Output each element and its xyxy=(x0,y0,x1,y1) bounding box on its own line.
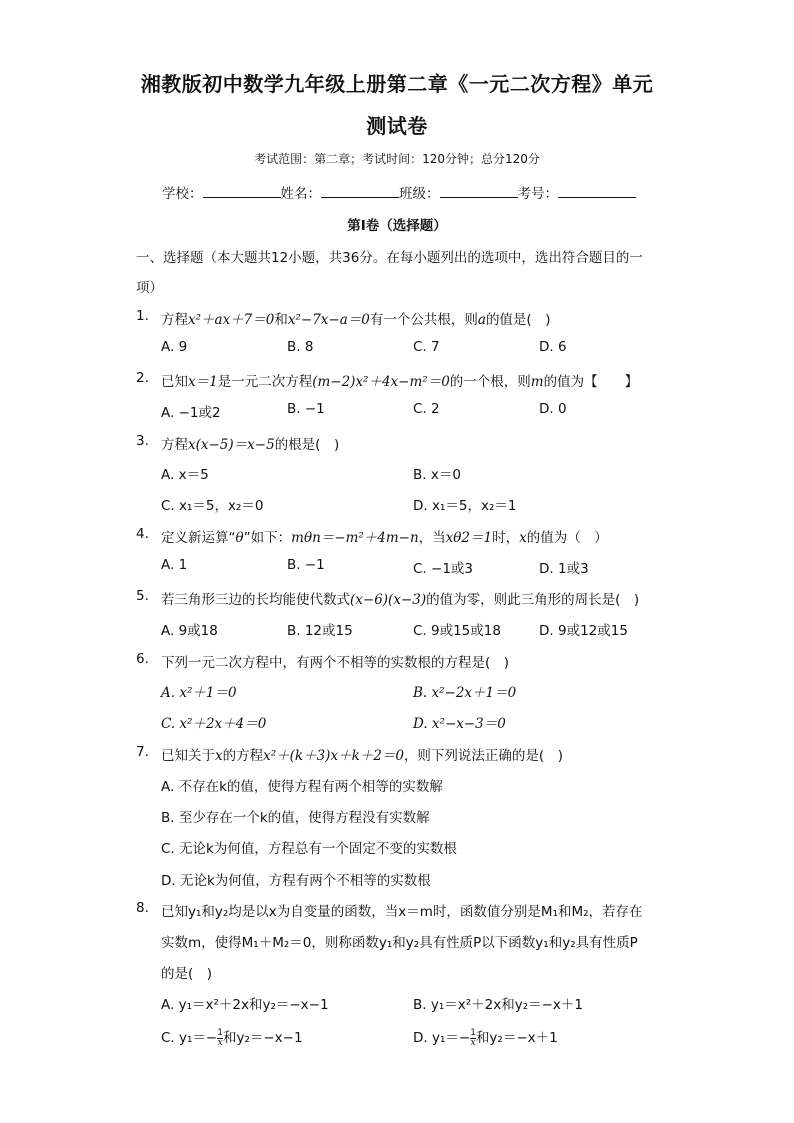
q8-option-d[interactable]: D. y₁＝− $\frac{1}{x}$ 和y₂＝−x＋1 xyxy=(413,1027,558,1048)
q6-option-b[interactable]: B. x²−2x＋1＝0 xyxy=(413,685,517,701)
q4-option-b[interactable]: B. −1 xyxy=(287,557,325,573)
q2-option-b[interactable]: B. −1 xyxy=(287,401,325,417)
q1-option-b[interactable]: B. 8 xyxy=(287,339,314,355)
q8-option-a[interactable]: A. y₁＝x²＋2x和y₂＝−x−1 xyxy=(161,997,329,1013)
exam-title-line1: 湘教版初中数学九年级上册第二章《一元二次方程》单元 xyxy=(140,72,654,96)
q3-option-a[interactable]: A. x＝5 xyxy=(161,467,209,483)
q8-option-c[interactable]: C. y₁＝− $\frac{1}{x}$ 和y₂＝−x−1 xyxy=(161,1027,303,1048)
q8-option-b[interactable]: B. y₁＝x²＋2x和y₂＝−x＋1 xyxy=(413,997,584,1013)
q5-option-d[interactable]: D. 9或12或15 xyxy=(539,623,628,639)
q6-option-a[interactable]: A. x²＋1＝0 xyxy=(161,685,237,701)
part-heading-line2: 项） xyxy=(136,280,163,296)
q2-option-d[interactable]: D. 0 xyxy=(539,401,567,417)
name-blank[interactable] xyxy=(321,185,399,198)
q2-option-a[interactable]: A. −1或2 xyxy=(161,405,221,421)
q5-option-a[interactable]: A. 9或18 xyxy=(161,623,218,639)
q1-option-c[interactable]: C. 7 xyxy=(413,339,440,355)
exam-info: 考试范围：第二章；考试时间：120分钟；总分120分 xyxy=(254,152,540,166)
class-label: 班级： xyxy=(399,186,440,202)
q1-option-a[interactable]: A. 9 xyxy=(161,339,188,355)
student-fields xyxy=(162,182,636,202)
number-label: 考号： xyxy=(517,186,558,202)
part-heading-line1: 一、选择题（本大题共12小题，共36分。在每小题列出的选项中，选出符合题目的一 xyxy=(136,250,643,266)
q4-option-d[interactable]: D. 1或3 xyxy=(539,561,589,577)
exam-title-line2: 测试卷 xyxy=(366,114,428,138)
q7-option-c[interactable]: C. 无论k为何值，方程总有一个固定不变的实数根 xyxy=(161,841,457,857)
q6-option-d[interactable]: D. x²−x−3＝0 xyxy=(413,716,506,732)
school-label: 学校： xyxy=(162,186,203,202)
fraction: $\frac{1}{x}$ xyxy=(470,1027,476,1048)
q7-option-d[interactable]: D. 无论k为何值，方程有两个不相等的实数根 xyxy=(161,873,431,889)
q3-option-c[interactable]: C. x₁＝5，x₂＝0 xyxy=(161,498,264,514)
q6-option-c[interactable]: C. x²＋2x＋4＝0 xyxy=(161,716,267,732)
q7-option-b[interactable]: B. 至少存在一个k的值，使得方程没有实数解 xyxy=(161,810,430,826)
class-blank[interactable] xyxy=(440,185,518,198)
q1-option-d[interactable]: D. 6 xyxy=(539,339,567,355)
name-label: 姓名： xyxy=(280,186,321,202)
q2-option-c[interactable]: C. 2 xyxy=(413,401,440,417)
q5-option-b[interactable]: B. 12或15 xyxy=(287,623,353,639)
q4-option-c[interactable]: C. −1或3 xyxy=(413,561,473,577)
q4-option-a[interactable]: A. 1 xyxy=(161,557,188,573)
q7-option-a[interactable]: A. 不存在k的值，使得方程有两个相等的实数解 xyxy=(161,779,443,795)
q3-option-d[interactable]: D. x₁＝5，x₂＝1 xyxy=(413,498,517,514)
q3-option-b[interactable]: B. x＝0 xyxy=(413,467,461,483)
number-blank[interactable] xyxy=(558,185,636,198)
school-blank[interactable] xyxy=(203,185,281,198)
section-heading: 第I卷（选择题） xyxy=(347,218,447,234)
fraction: $\frac{1}{x}$ xyxy=(217,1027,223,1048)
q5-option-c[interactable]: C. 9或15或18 xyxy=(413,623,501,639)
